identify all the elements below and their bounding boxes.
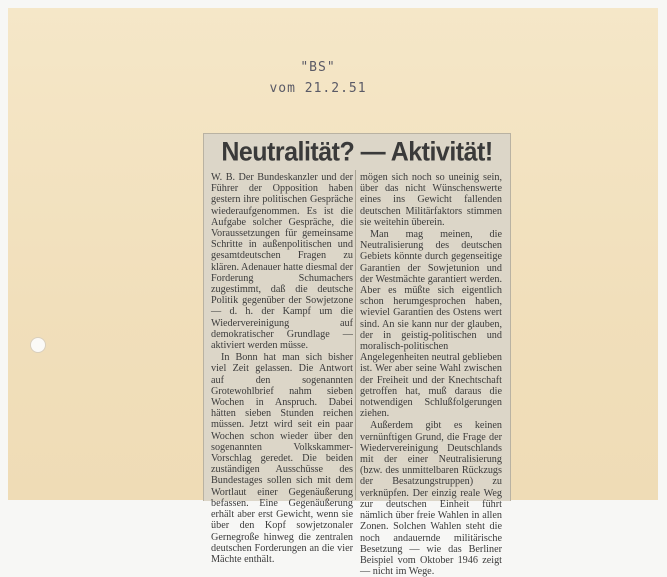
article-paragraph: mögen sich noch so uneinig sein, über das nicht Wünschenswerte eines ins Gewicht fallenden deutschen Militärfaktors stimmen sie weitehin überein. (360, 172, 502, 228)
source-stamp: "BS" (300, 60, 336, 75)
left-column (211, 172, 353, 565)
date-stamp: vom 21.2.51 (269, 81, 367, 96)
clipping-headline: Neutralität? — Aktivität! (221, 136, 493, 168)
article-paragraph: In Bonn hat man sich bisher viel Zeit gelassen. Die Antwort auf den sogenannten Grotewohlbrief nahm sieben Wochen in Anspruch. Dabei hätten sieben Stunden reichen müssen. Jetzt wird seit ein paar Wochen schon wieder über den sogenannten Volkskammer-Vorschlag geredet. Die beiden zuständigen Ausschüsse des Bundestages sollen sich mit dem Wortlaut einer Gegenäußerung befassen. Eine Gegenäußerung erhält aber erst Gewicht, wenn sie über den Kopf sowjetzonaler Gernegroße hinweg die zentralen deutschen Forderungen an die vier Mächte enthält. (211, 352, 353, 565)
article-paragraph: Man mag meinen, die Neutralisierung des deutschen Gebiets könnte durch gegenseitige Garantien der Sowjetunion und der Westmächte garantiert werden. Aber es müßte sich eigentlich schon herumgesprochen haben, wieviel Garantien des Ostens wert sind. An sie kann nur der glauben, der in geistig-politischen und moralisch-politischen Angelegenheiten neutral geblieben ist. Wer aber seine Wahl zwischen der Freiheit und der Knechtschaft getroffen hat, muß daraus die notwendigen Schlußfolgerungen ziehen. (360, 229, 502, 420)
right-column (360, 172, 502, 577)
article-paragraph: W. B. Der Bundeskanzler und der Führer der Opposition haben gestern ihre politischen Gespräche wiederaufgenommen. Es ist die Aufgabe solcher Gespräche, die Voraussetzungen für gemeinsame Schritte in außenpolitischen und gesamtdeutschen Fragen zu klären. Adenauer hatte diesmal der Forderung Schumachers zugestimmt, daß die deutsche Politik gegenüber der Sowjetzone — d. h. der Kampf um die Wiedervereinigung auf demokratischer Grundlage — aktiviert werden müsse. (211, 172, 353, 352)
article-paragraph: Außerdem gibt es keinen vernünftigen Grund, die Frage der Wiedervereinigung Deutschlands mit der einer Neutralisierung (bzw. des unmittelbaren Rückzugs der Besatzungstruppen) zu verknüpfen. Der einzig reale Weg zur deutschen Einheit führt nämlich über freie Wahlen in allen Zonen. Solchen Wahlen steht die noch andauernde militärische Besetzung — wie das Berliner Beispiel vom Oktober 1946 zeigt — nicht im Wege. (360, 420, 502, 577)
punch-hole (30, 337, 46, 353)
column-divider (355, 170, 356, 500)
newspaper-clipping (203, 133, 511, 577)
